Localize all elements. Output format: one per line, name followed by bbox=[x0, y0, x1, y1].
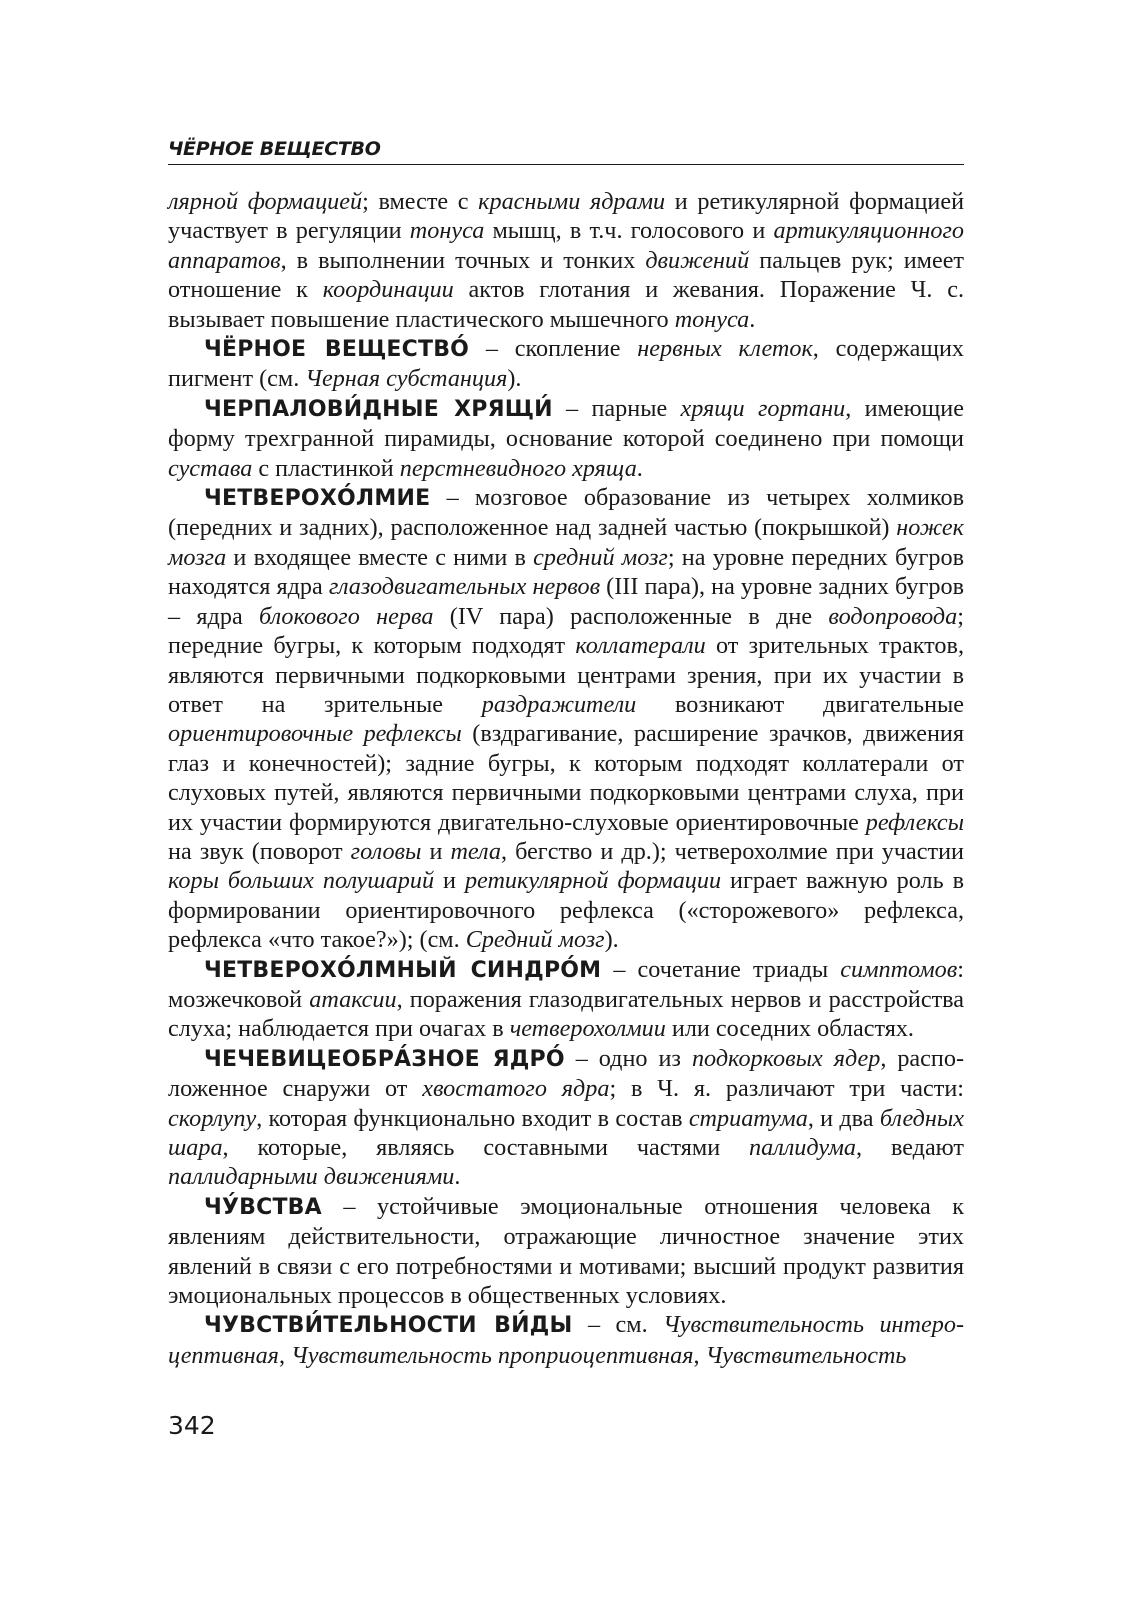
cross-reference: средний мозг bbox=[533, 543, 668, 571]
definition-text: – мозговое образование из четырех холмиков (передних и задних), расположенное над задней частью (покрышкой) bbox=[168, 484, 964, 542]
definition-text: , и два bbox=[807, 1104, 880, 1132]
definition-text: – скопление bbox=[469, 335, 638, 363]
running-title: ЧЁРНОЕ ВЕЩЕСТВО bbox=[168, 138, 381, 160]
definition-text: ; в Ч. я. различают три части: bbox=[609, 1075, 964, 1103]
dictionary-entry bbox=[168, 334, 964, 394]
cross-reference: бледных шара bbox=[168, 1104, 965, 1161]
cross-reference: Чувствительность проприоцептивная bbox=[291, 1341, 694, 1369]
cross-reference: лярной формацией bbox=[168, 188, 363, 215]
dictionary-body bbox=[168, 187, 964, 1370]
cross-reference: Черная субстанция bbox=[305, 365, 508, 393]
definition-text: – устойчивые эмоциональные отношения человека к явлениям действительности, отражающие личностное значение этих явлений в связи с его потребностями и мотивами; высший продукт развития эмоциональных процессов в общественных условиях. bbox=[168, 1192, 964, 1310]
definition-text: , ведают bbox=[856, 1134, 964, 1161]
definition-text: мышц, в т.ч. голосового и bbox=[484, 217, 774, 245]
cross-reference: артикуляционного аппаратов bbox=[168, 217, 965, 274]
cross-reference: коллатерали bbox=[575, 632, 706, 660]
cross-reference: головы bbox=[350, 837, 422, 865]
cross-reference: хвостатого ядра bbox=[422, 1075, 610, 1103]
definition-text: ; на уровне передних бугров находятся ядра bbox=[168, 543, 964, 601]
running-header bbox=[168, 138, 964, 165]
dictionary-entry bbox=[168, 1192, 964, 1311]
cross-reference: нервных клеток bbox=[637, 335, 813, 363]
definition-text: . bbox=[454, 1163, 461, 1191]
cross-reference: симптомов bbox=[840, 955, 958, 983]
cross-reference: раздражители bbox=[481, 690, 637, 718]
cross-reference: блокового нерва bbox=[259, 602, 434, 630]
definition-text: , которые, являясь составными частями bbox=[222, 1134, 750, 1161]
page-number: 342 bbox=[168, 1411, 216, 1440]
definition-text: – сочетание триады bbox=[601, 955, 841, 983]
definition-text: – одно из bbox=[564, 1044, 692, 1072]
definition-text: или соседних областях. bbox=[665, 1015, 914, 1043]
cross-reference: коры больших полушарий bbox=[168, 867, 435, 895]
cross-reference: перстневидного хряща bbox=[399, 454, 637, 482]
definition-text: и ретикулярной формацией участвует в регуляции bbox=[168, 188, 965, 245]
cross-reference: тонуса bbox=[674, 305, 750, 333]
entry-term: ЧУВСТВИ́ТЕЛЬНОСТИ ВИ́ДЫ bbox=[204, 1313, 573, 1339]
cross-reference: красными ядрами bbox=[478, 188, 666, 215]
definition-text: : мозжечковой bbox=[168, 955, 964, 1013]
cross-reference: стриатума bbox=[688, 1104, 808, 1132]
definition-text: на звук (поворот bbox=[168, 837, 351, 865]
dictionary-entry bbox=[168, 1044, 964, 1192]
dictionary-entry bbox=[168, 1310, 964, 1370]
definition-text: от зрительных трактов, являются первичными подкорковыми центрами зрения, при их участии в ответ на зрительные bbox=[168, 632, 964, 718]
entry-term: ЧЕРПАЛОВИ́ДНЫЕ ХРЯЩИ́ bbox=[204, 396, 553, 422]
cross-reference: ориентировочные рефлексы bbox=[168, 720, 462, 748]
cross-reference: тонуса bbox=[409, 217, 485, 245]
definition-text: ). bbox=[604, 926, 619, 954]
definition-text: – см. bbox=[572, 1311, 664, 1339]
definition-text: (вздрагивание, расширение зрачков, движения глаз и конечностей); задние бугры, к которым подходят коллатерали от слуховых путей, являются первичными подкорковыми центрами слуха, при их участии формируются двигательно-слуховые ориентировочные bbox=[168, 720, 964, 836]
definition-text: , которая функционально входит в состав bbox=[256, 1104, 689, 1132]
cross-reference: сустава bbox=[168, 454, 253, 482]
dictionary-entry bbox=[168, 483, 964, 955]
cross-reference: координации bbox=[322, 276, 454, 304]
definition-text: ; передние бугры, к которым подходят bbox=[168, 602, 964, 660]
cross-reference: тела bbox=[450, 837, 501, 865]
definition-text: (IV пара) расположенные в дне bbox=[433, 602, 829, 630]
definition-text: с пластинкой bbox=[252, 454, 400, 482]
definition-text: пальцев рук; имеет отношение к bbox=[168, 246, 964, 304]
definition-text: , поражения глазодвигательных нервов и расстройства слуха; наблюдается при очагах в bbox=[168, 985, 965, 1043]
cross-reference: паллидарными движениями bbox=[168, 1163, 455, 1191]
definition-text: (III пара), на уровне задних бугров – ядра bbox=[168, 573, 964, 630]
cross-reference: глазодвигательных нервов bbox=[328, 573, 601, 601]
cross-reference: хрящи гортани bbox=[680, 394, 846, 422]
definition-text: . bbox=[749, 305, 756, 333]
definition-text: и bbox=[434, 867, 465, 895]
definition-text: – парные bbox=[552, 394, 681, 422]
cross-reference: паллидума bbox=[749, 1134, 856, 1161]
entry-term: ЧЁРНОЕ ВЕЩЕСТВО́ bbox=[204, 337, 470, 363]
definition-text: ). bbox=[507, 365, 522, 393]
entry-term: ЧЕТВЕРОХО́ЛМНЫЙ СИНДРО́М bbox=[204, 957, 602, 983]
cross-reference: подкорковых ядер bbox=[691, 1044, 881, 1072]
definition-text: , в выполнении точных и тонких bbox=[280, 246, 646, 274]
entry-term: ЧУ́ВСТВА bbox=[204, 1194, 322, 1220]
cross-reference: рефлексы bbox=[865, 808, 964, 836]
cross-reference: ретикулярной формации bbox=[464, 867, 722, 895]
dictionary-entry bbox=[168, 955, 964, 1044]
definition-text: актов глотания и жевания. Поражение Ч. с. вызывает повышение пластического мышечного bbox=[168, 276, 965, 333]
cross-reference: Чувствительность интероцептивная bbox=[168, 1311, 964, 1369]
cross-reference: водопровода bbox=[828, 602, 958, 630]
entry-term: ЧЕТВЕРОХО́ЛМИЕ bbox=[204, 486, 431, 512]
cross-reference: Чувствительность bbox=[705, 1341, 907, 1369]
definition-text: , имеющие форму трехгранной пирамиды, основание которой соединено при помощи bbox=[168, 394, 964, 453]
definition-text: возникают двигательные bbox=[636, 690, 964, 718]
cross-reference: четверохолмии bbox=[509, 1015, 666, 1043]
definition-text: и входящее вместе с ними в bbox=[226, 543, 534, 571]
cross-reference: ножек мозга bbox=[168, 514, 964, 571]
dictionary-entry bbox=[168, 394, 964, 483]
definition-text: , содержащих пигмент (см. bbox=[168, 335, 964, 393]
definition-text: играет важную роль в формировании ориентировочного рефлекса («сторожевого» рефлекса, рефлекса «что такое?»); (см. bbox=[168, 867, 964, 954]
definition-text: , bbox=[278, 1341, 292, 1369]
definition-text: , расположенное снаружи от bbox=[168, 1044, 964, 1103]
definition-text: , bbox=[693, 1341, 706, 1369]
definition-text: и bbox=[421, 837, 451, 865]
definition-text: , бегство и др.); четверохолмие при участии bbox=[501, 837, 964, 865]
definition-text: ; вместе с bbox=[362, 188, 479, 215]
entry-continuation bbox=[168, 187, 964, 334]
cross-reference: атаксии bbox=[309, 985, 397, 1013]
cross-reference: движений bbox=[645, 246, 750, 274]
definition-text: . bbox=[636, 454, 643, 482]
entry-term: ЧЕЧЕВИЦЕОБРА́ЗНОЕ ЯДРО́ bbox=[204, 1046, 565, 1072]
cross-reference: Средний мозг bbox=[465, 926, 605, 954]
cross-reference: скорлупу bbox=[168, 1104, 257, 1132]
